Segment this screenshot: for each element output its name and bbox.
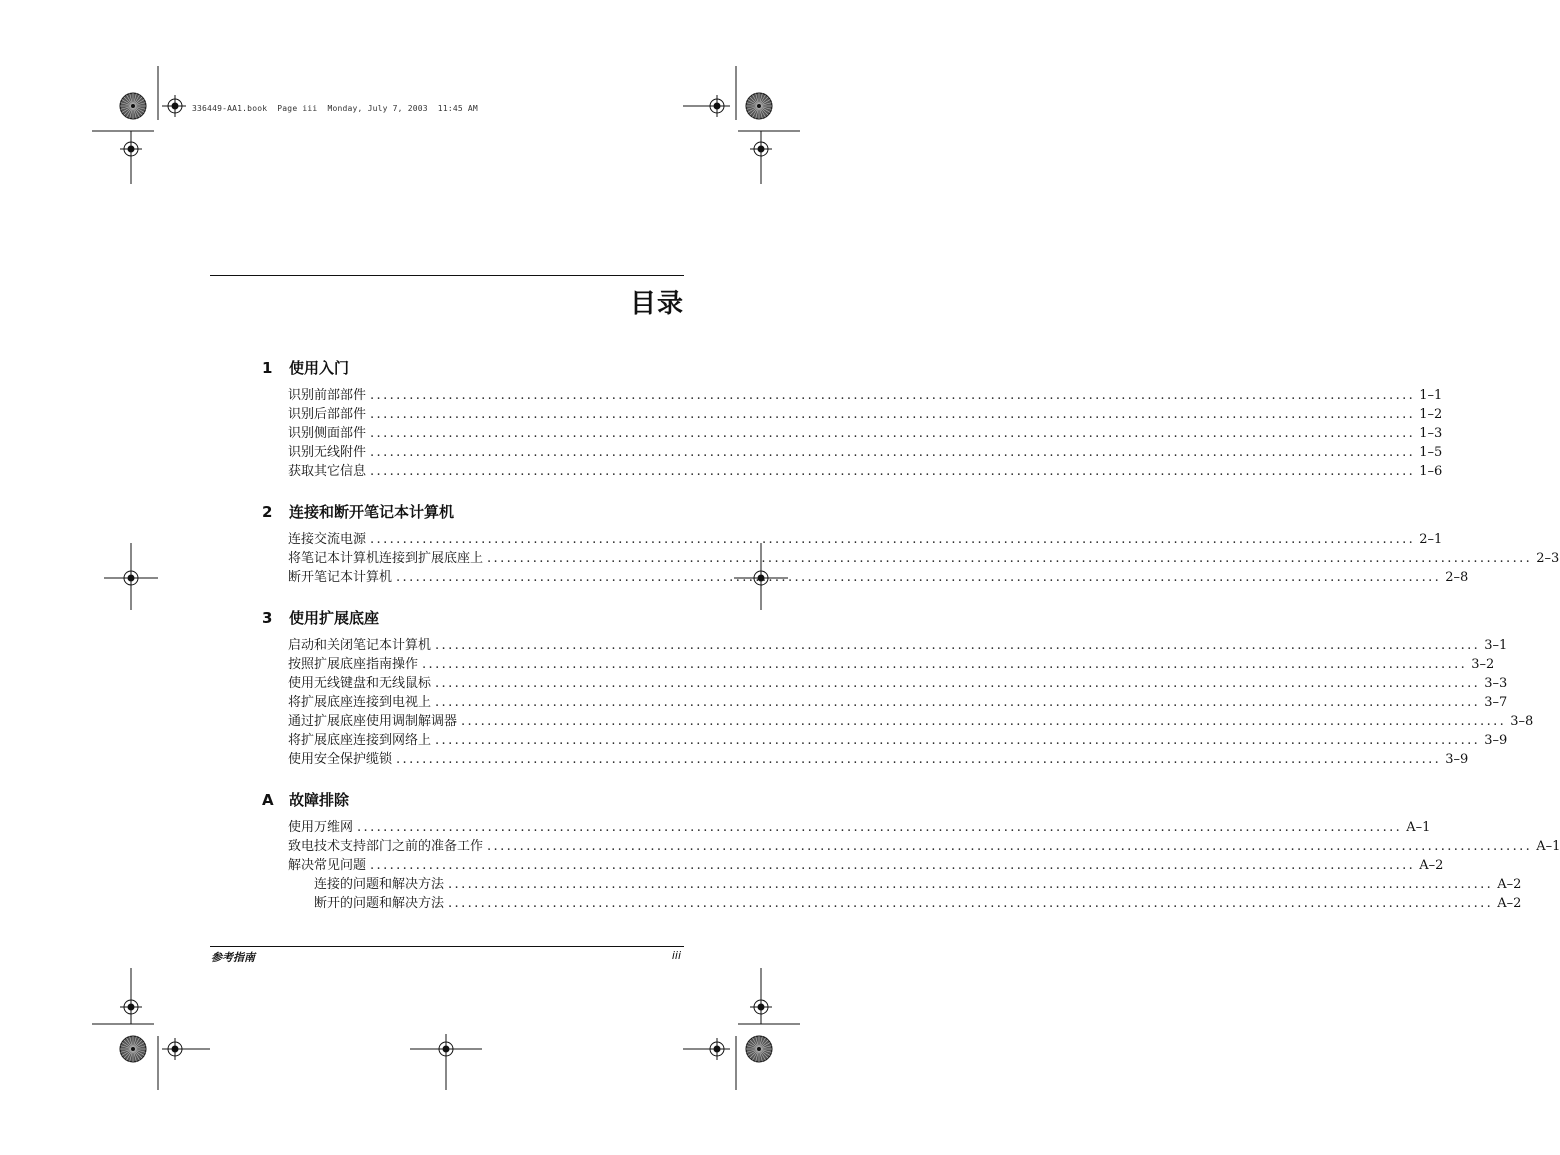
- chapter-entries-3: [288, 636, 1534, 769]
- toc-entry[interactable]: [288, 674, 1508, 693]
- dot-leader: ................................................................................................................................................................: [422, 657, 1468, 672]
- entry-page: 1–3: [1419, 426, 1443, 441]
- entry-page: 3–3: [1484, 676, 1508, 691]
- entry-page: 2–1: [1419, 532, 1443, 547]
- footer-page-number: iii: [671, 949, 681, 962]
- entry-label: 识别侧面部件: [288, 426, 367, 441]
- entry-page: A–2: [1497, 896, 1522, 911]
- toc-entry[interactable]: [288, 693, 1508, 712]
- entry-label: 断开的问题和解决方法: [314, 896, 445, 911]
- dot-leader: ................................................................................................................................................................: [487, 839, 1533, 854]
- entry-page: 2–8: [1445, 570, 1469, 585]
- chapter-number: 1: [262, 359, 273, 377]
- toc-entry[interactable]: [288, 386, 1443, 405]
- entry-label: 识别无线附件: [288, 445, 367, 460]
- entry-page: 3–9: [1445, 752, 1469, 767]
- entry-page: A–2: [1419, 858, 1444, 873]
- toc-entry[interactable]: [288, 568, 1469, 587]
- color-star-target: [120, 1036, 146, 1062]
- toc-subentry[interactable]: [288, 875, 1522, 894]
- bottom-rule: [210, 946, 684, 947]
- chapter-number: 2: [262, 503, 273, 521]
- dot-leader: ................................................................................................................................................................: [487, 551, 1533, 566]
- footer-book-title: 参考指南: [211, 951, 255, 964]
- entry-label: 识别后部部件: [288, 407, 367, 422]
- entry-label: 将扩展底座连接到网络上: [288, 733, 432, 748]
- chapter-entries-1: [288, 386, 1443, 481]
- color-star-target: [746, 93, 772, 119]
- toc-entry[interactable]: [288, 655, 1495, 674]
- chapter-entries-a: [288, 818, 1560, 913]
- page-title: 目录: [629, 289, 684, 319]
- color-star-target: [746, 1036, 772, 1062]
- chapter-number: 3: [262, 609, 273, 627]
- toc-subentry[interactable]: [288, 894, 1522, 913]
- chapter-heading-a: [262, 789, 349, 810]
- entry-page: 1–2: [1419, 407, 1443, 422]
- chapter-title: 连接和断开笔记本计算机: [289, 503, 455, 521]
- toc-entry[interactable]: [288, 712, 1534, 731]
- chapter-heading-2: [262, 501, 454, 522]
- entry-page: 3–1: [1484, 638, 1508, 653]
- entry-label: 连接的问题和解决方法: [314, 877, 445, 892]
- entry-page: A–1: [1406, 820, 1431, 835]
- chapter-heading-3: [262, 607, 379, 628]
- toc-entry[interactable]: [288, 750, 1469, 769]
- entry-page: 3–9: [1484, 733, 1508, 748]
- chapter-number: A: [262, 791, 274, 809]
- toc-entry[interactable]: [288, 731, 1508, 750]
- dot-leader: ................................................................................................................................................................: [370, 858, 1416, 873]
- entry-label: 识别前部部件: [288, 388, 367, 403]
- toc-entry[interactable]: [288, 837, 1560, 856]
- dot-leader: ................................................................................................................................................................: [435, 676, 1481, 691]
- entry-page: 2–3: [1536, 551, 1560, 566]
- dot-leader: ................................................................................................................................................................: [461, 714, 1507, 729]
- entry-label: 将扩展底座连接到电视上: [288, 695, 432, 710]
- dot-leader: ................................................................................................................................................................: [396, 570, 1442, 585]
- dot-leader: ................................................................................................................................................................: [396, 752, 1442, 767]
- dot-leader: ................................................................................................................................................................: [370, 532, 1416, 547]
- entry-label: 致电技术支持部门之前的准备工作: [288, 839, 484, 854]
- dot-leader: ................................................................................................................................................................: [370, 445, 1416, 460]
- entry-label: 连接交流电源: [288, 532, 367, 547]
- dot-leader: ................................................................................................................................................................: [370, 388, 1416, 403]
- entry-page: 1–5: [1419, 445, 1443, 460]
- dot-leader: ................................................................................................................................................................: [370, 464, 1416, 479]
- color-star-target: [120, 93, 146, 119]
- entry-page: 3–8: [1510, 714, 1534, 729]
- entry-page: A–2: [1497, 877, 1522, 892]
- toc-entry[interactable]: [288, 856, 1444, 875]
- toc-entry[interactable]: [288, 462, 1443, 481]
- entry-label: 使用万维网: [288, 820, 354, 835]
- toc-entry[interactable]: [288, 549, 1560, 568]
- entry-page: 1–6: [1419, 464, 1443, 479]
- entry-label: 将笔记本计算机连接到扩展底座上: [288, 551, 484, 566]
- toc-entry[interactable]: [288, 443, 1443, 462]
- dot-leader: ................................................................................................................................................................: [448, 896, 1494, 911]
- chapter-title: 使用入门: [289, 359, 350, 377]
- toc-entry[interactable]: [288, 405, 1443, 424]
- chapter-entries-2: [288, 530, 1560, 587]
- dot-leader: ................................................................................................................................................................: [448, 877, 1494, 892]
- print-slug: 336449-AA1.book Page iii Monday, July 7, 2003 11:45 AM: [192, 104, 478, 113]
- chapter-title: 故障排除: [289, 791, 350, 809]
- entry-page: 1–1: [1419, 388, 1443, 403]
- dot-leader: ................................................................................................................................................................: [370, 426, 1416, 441]
- dot-leader: ................................................................................................................................................................: [435, 733, 1481, 748]
- toc-entry[interactable]: [288, 424, 1443, 443]
- toc-entry[interactable]: [288, 530, 1443, 549]
- dot-leader: ................................................................................................................................................................: [435, 695, 1481, 710]
- entry-label: 解决常见问题: [288, 858, 367, 873]
- entry-label: 按照扩展底座指南操作: [288, 657, 419, 672]
- dot-leader: ................................................................................................................................................................: [435, 638, 1481, 653]
- chapter-heading-1: [262, 357, 349, 378]
- entry-page: 3–7: [1484, 695, 1508, 710]
- toc-entry[interactable]: [288, 818, 1431, 837]
- entry-label: 通过扩展底座使用调制解调器: [288, 714, 458, 729]
- dot-leader: ................................................................................................................................................................: [357, 820, 1403, 835]
- chapter-title: 使用扩展底座: [289, 609, 380, 627]
- entry-page: A–1: [1536, 839, 1560, 854]
- entry-label: 使用无线键盘和无线鼠标: [288, 676, 432, 691]
- top-rule: [210, 275, 684, 276]
- entry-label: 断开笔记本计算机: [288, 570, 393, 585]
- entry-label: 使用安全保护缆锁: [288, 752, 393, 767]
- dot-leader: ................................................................................................................................................................: [370, 407, 1416, 422]
- entry-label: 启动和关闭笔记本计算机: [288, 638, 432, 653]
- toc-entry[interactable]: [288, 636, 1508, 655]
- entry-page: 3–2: [1471, 657, 1495, 672]
- entry-label: 获取其它信息: [288, 464, 367, 479]
